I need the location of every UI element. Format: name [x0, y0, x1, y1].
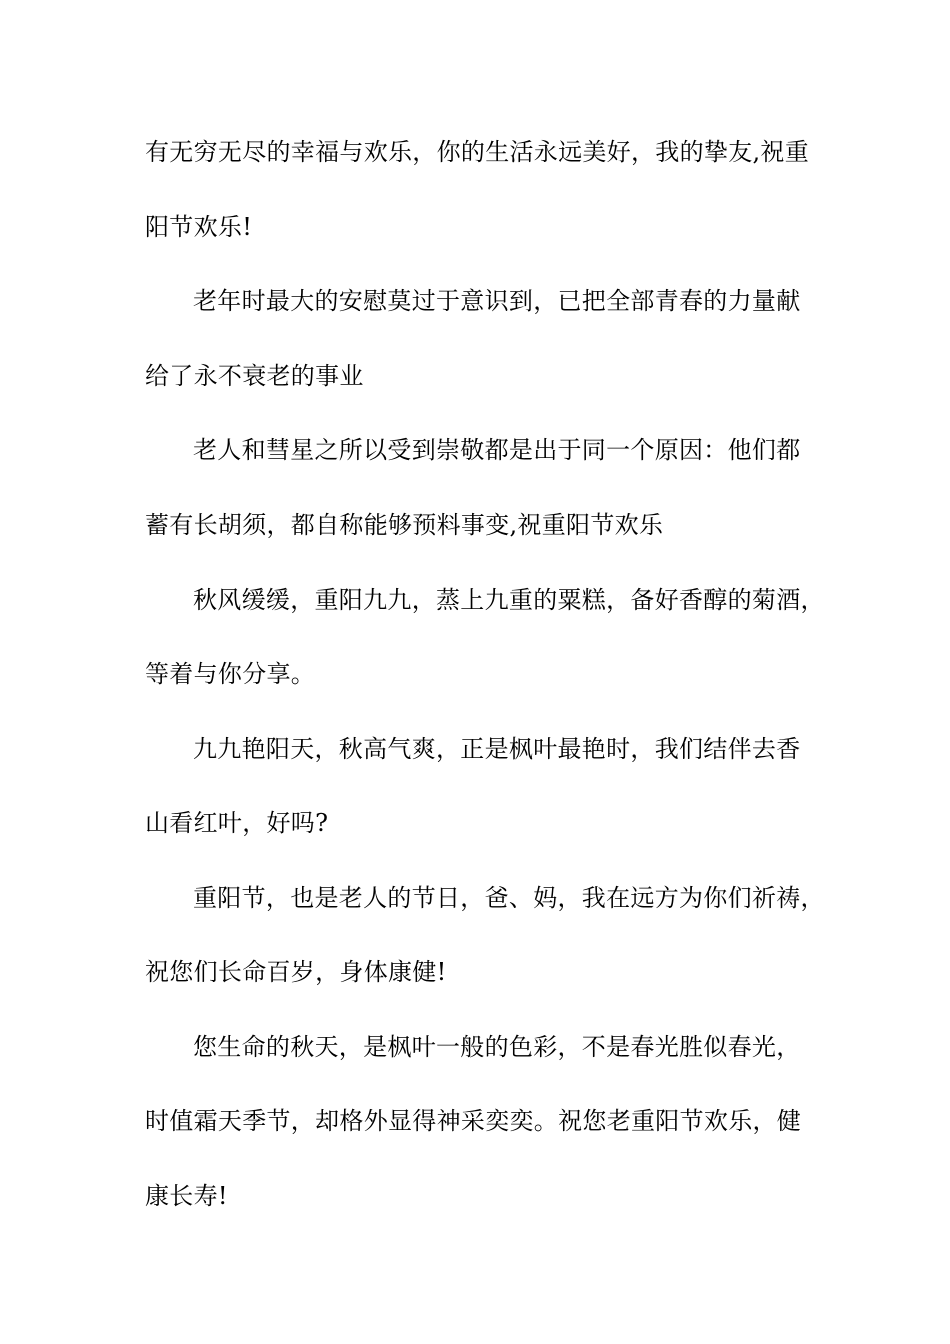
text-line: 山看红叶，好吗? [145, 809, 329, 837]
text-line: 等着与你分享。 [145, 660, 316, 688]
paragraph-start-line: 老年时最大的安慰莫过于意识到，已把全部青春的力量献 [193, 287, 801, 315]
paragraph-start-line: 重阳节，也是老人的节日，爸、妈，我在远方为你们祈祷， [193, 884, 825, 912]
paragraph-start-line: 九九艳阳天，秋高气爽，正是枫叶最艳时，我们结伴去香 [193, 735, 801, 763]
text-line: 蓄有长胡须，都自称能够预料事变,祝重阳节欢乐 [145, 511, 664, 539]
text-line: 阳节欢乐! [145, 213, 253, 241]
paragraph-start-line: 秋风缓缓，重阳九九，蒸上九重的粟糕，备好香醇的菊酒， [193, 586, 825, 614]
text-line: 有无穷无尽的幸福与欢乐，你的生活永远美好，我的挚友,祝重 [145, 138, 810, 166]
text-line: 给了永不衰老的事业 [145, 362, 364, 390]
text-line: 祝您们长命百岁，身体康健! [145, 958, 447, 986]
text-line: 康长寿! [145, 1182, 228, 1210]
paragraph-start-line: 您生命的秋天，是枫叶一般的色彩，不是春光胜似春光， [193, 1033, 801, 1061]
paragraph-start-line: 老人和彗星之所以受到崇敬都是出于同一个原因：他们都 [193, 436, 801, 464]
text-line: 时值霜天季节，却格外显得神采奕奕。祝您老重阳节欢乐，健 [145, 1107, 802, 1135]
